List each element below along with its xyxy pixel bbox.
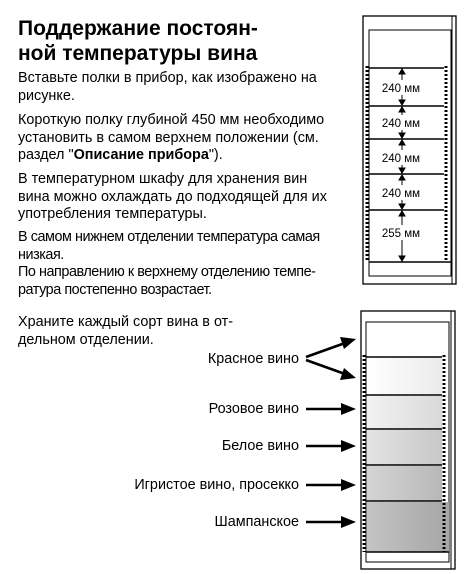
text-line: В самом нижнем отделении температура самая <box>18 229 320 245</box>
wine-label-white: Белое вино <box>221 438 299 454</box>
compartment-rose <box>367 396 442 429</box>
text-line: Короткую полку глубиной 450 мм необходимо <box>18 112 325 128</box>
title-line-2: ной температуры вина <box>18 42 258 65</box>
text-line: По направлению к верхнему отделению темпе- <box>18 264 316 281</box>
compartment-white <box>367 430 442 465</box>
text-line: рисунке. <box>18 87 75 104</box>
text-line: употребления температуры. <box>18 206 207 223</box>
text-line: вина можно охлаждать до подходящей для их <box>18 188 327 205</box>
text-line: Вставьте полки в прибор, как изображено на <box>18 70 317 86</box>
dimension-label-2: 240 мм <box>381 118 421 130</box>
compartment-red <box>367 357 442 395</box>
compartment-sparkling <box>367 466 442 501</box>
text-fragment: "). <box>208 147 223 164</box>
arrow-red-upper <box>306 343 345 357</box>
wine-label-champagne: Шампанское <box>214 514 299 530</box>
title-line-1: Поддержание постоян- <box>18 17 258 40</box>
wine-label-sparkling: Игристое вино, просекко <box>134 477 299 493</box>
text-line: установить в самом верхнем положении (см. <box>18 129 319 146</box>
dimension-label-4: 240 мм <box>381 188 421 200</box>
pointer-arrows <box>306 343 345 522</box>
section-reference: Описание прибора <box>73 147 209 164</box>
text-line: В температурном шкафу для хранения вин <box>18 171 308 187</box>
compartment-champagne <box>367 502 449 552</box>
dimension-label-1: 240 мм <box>381 83 421 95</box>
arrow-red-lower <box>306 360 345 374</box>
text-fragment: раздел " <box>18 147 74 164</box>
dimension-label-3: 240 мм <box>381 153 421 165</box>
wine-label-rose: Розовое вино <box>208 401 299 417</box>
arrowhead <box>340 368 356 380</box>
dimension-label-5: 255 мм <box>381 228 421 240</box>
text-line: низкая. <box>18 246 64 263</box>
arrowhead <box>340 337 356 349</box>
arrowhead <box>341 479 356 491</box>
text-line: Храните каждый сорт вина в от- <box>18 314 234 330</box>
wine-label-red: Красное вино <box>207 351 299 367</box>
text-line: ратура постепенно возрастает. <box>18 281 212 298</box>
text-line: дельном отделении. <box>18 331 154 348</box>
pointer-arrowheads <box>340 337 356 528</box>
arrowhead <box>341 516 356 528</box>
arrowhead <box>341 403 356 415</box>
arrowhead <box>341 440 356 452</box>
